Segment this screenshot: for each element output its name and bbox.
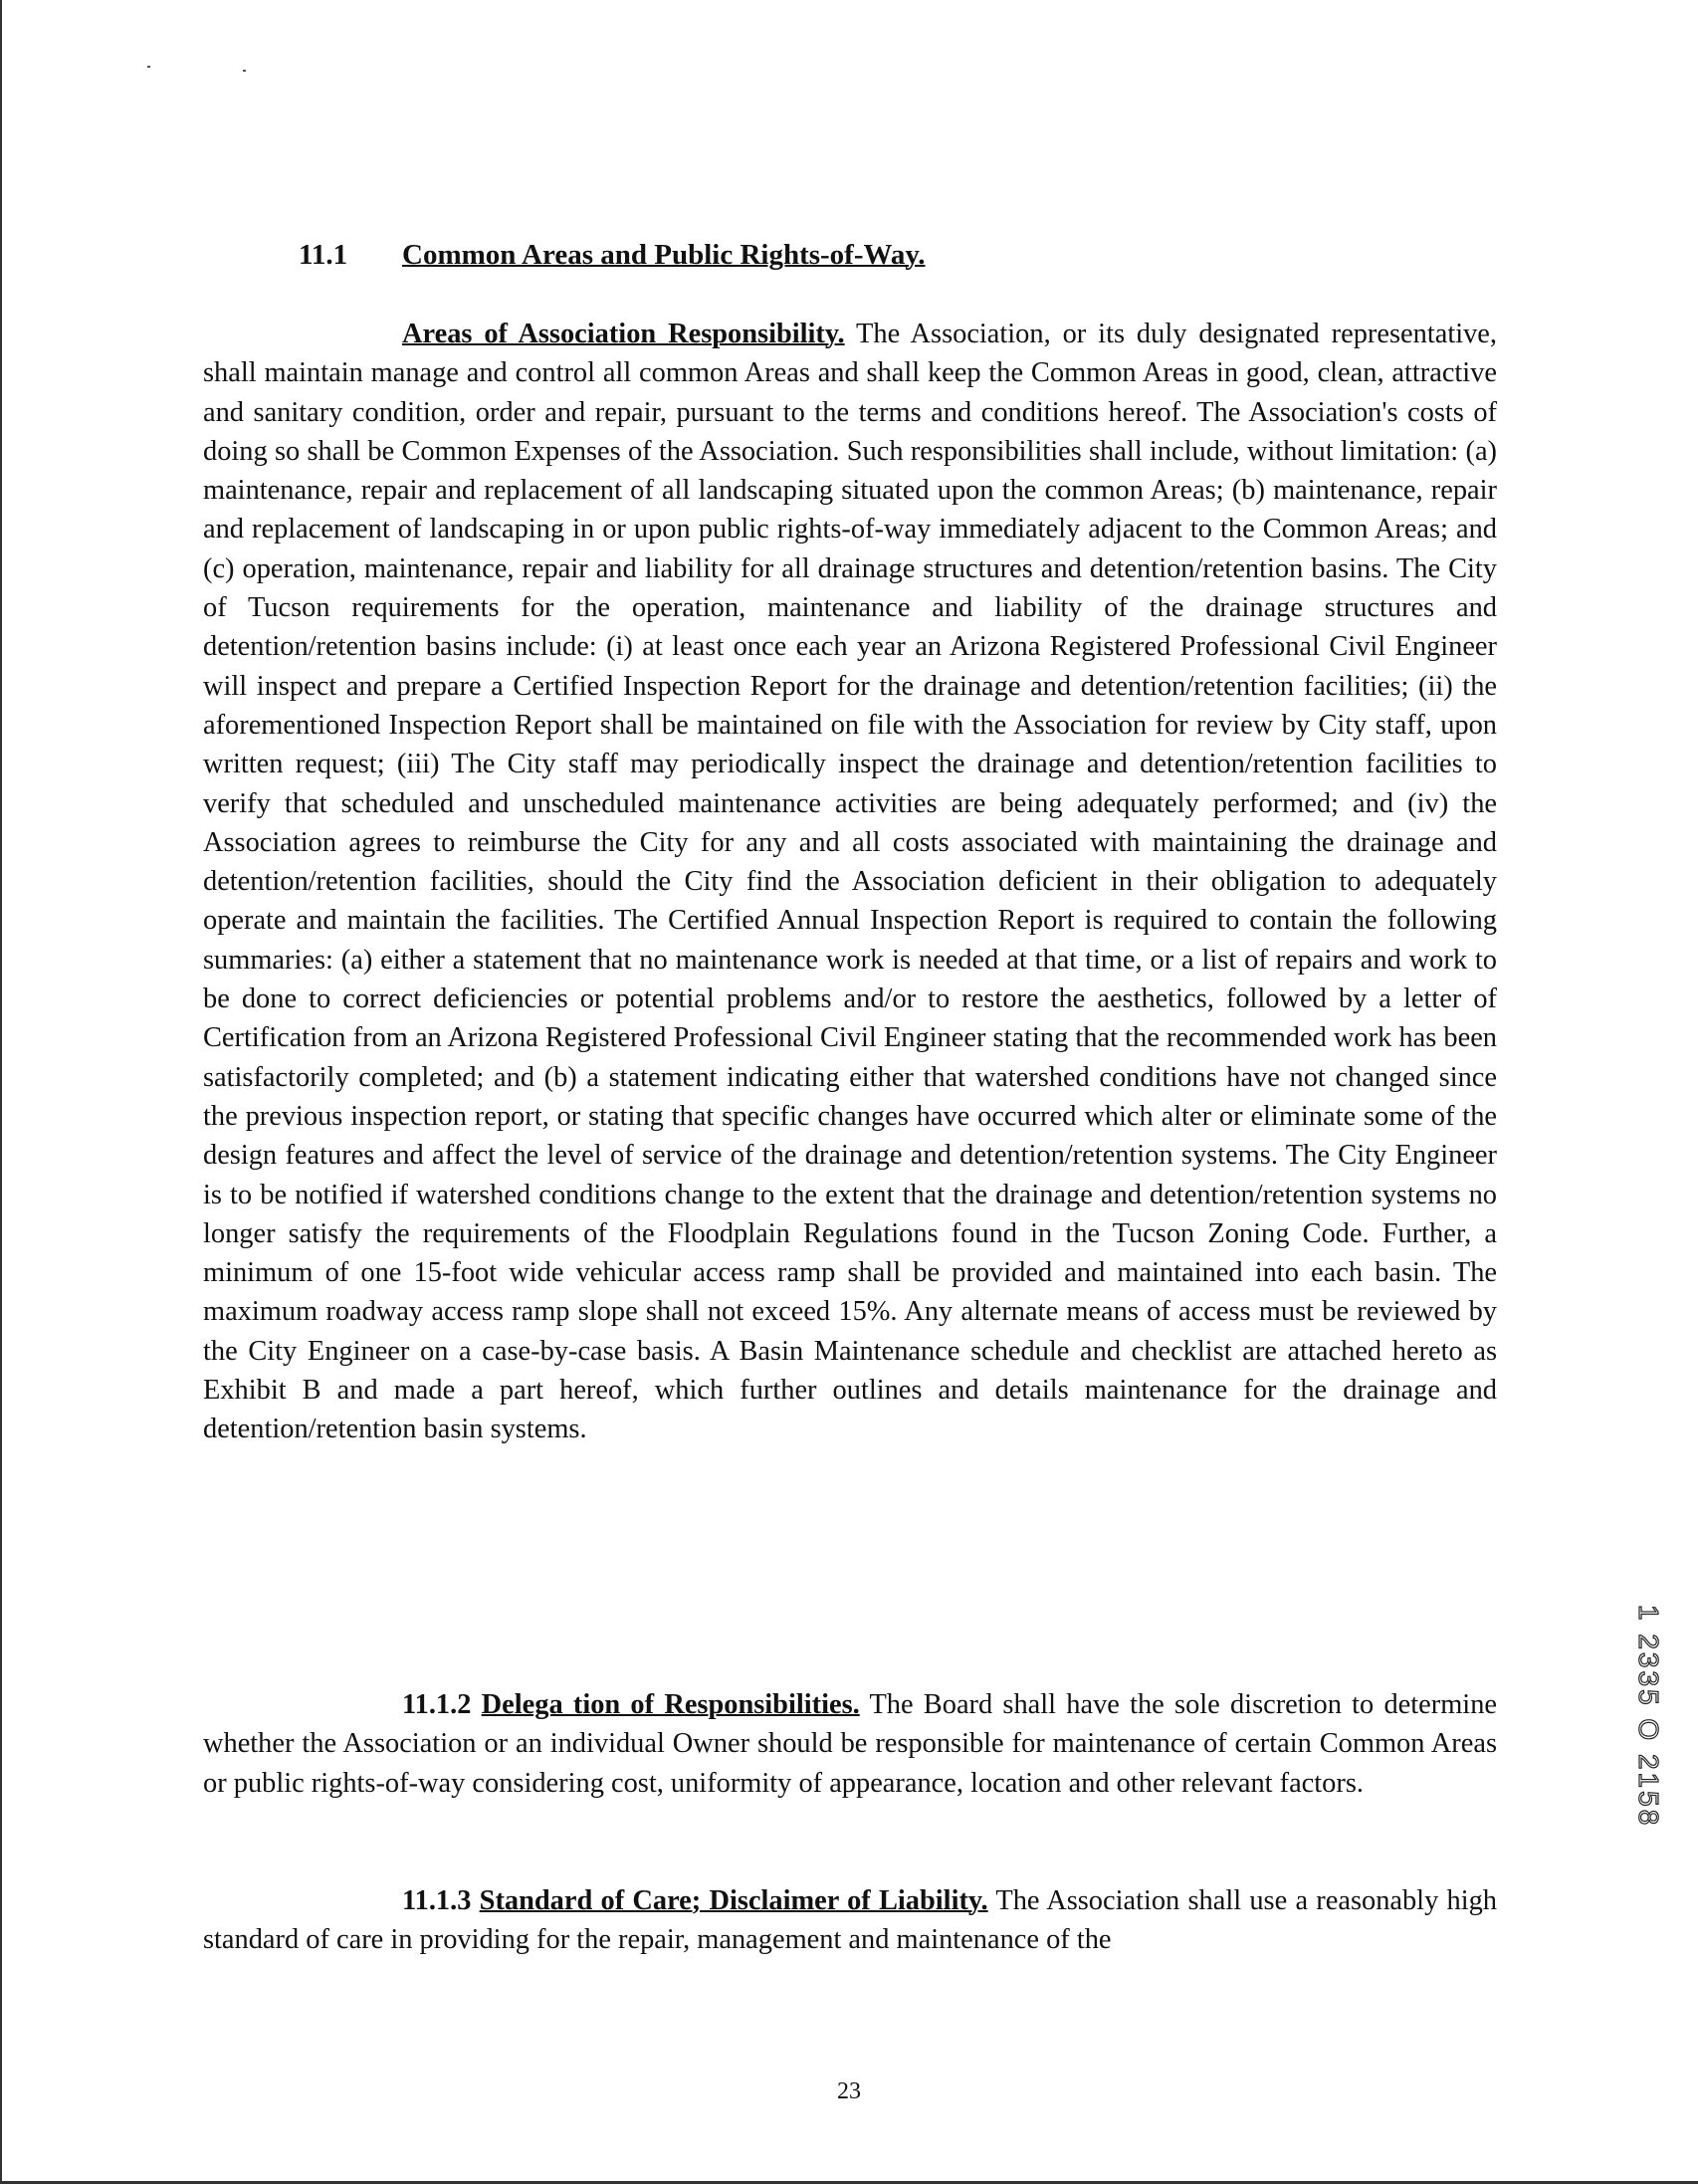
section-number: 11.1	[299, 239, 348, 271]
paragraph-number: 11.1.2	[402, 1689, 482, 1720]
page-number: 23	[837, 2078, 861, 2104]
scan-left-edge	[0, 0, 2, 2184]
recording-stamp: 1 2335 O 2158	[1633, 1605, 1664, 1829]
paragraph-lead: Areas of Association Responsibility.	[402, 319, 845, 349]
paragraph-text: The Association shall use a reasonably high standard of care in providing for the repair, management and maintenance of the	[203, 1885, 1497, 1956]
paragraph-standard-of-care	[203, 1881, 1497, 1960]
paragraph-number: 11.1.3	[402, 1885, 480, 1916]
paragraph-lead: Standard of Care; Disclaimer of Liability.	[479, 1885, 988, 1916]
section-title: Common Areas and Public Rights-of-Way.	[402, 239, 926, 271]
paragraph-lead: Delega tion of Responsibilities.	[481, 1689, 860, 1720]
paragraph-areas-of-responsibility	[203, 315, 1497, 1449]
scan-speck	[243, 70, 246, 72]
section-heading	[299, 235, 926, 275]
scan-speck	[147, 66, 150, 68]
paragraph-text: The Board shall have the sole discretion to determine whether the Association or an individual Owner should be responsible for maintenance of certain Common Areas or public rights-of-way considering cost, uniformity of appearance, location and other relevant factors.	[203, 1689, 1497, 1799]
paragraph-text: The Association, or its duly designated representative, shall maintain manage and control all common Areas and shall keep the Common Areas in good, clean, attractive and sanitary condition, order and repair, pursuant to the terms and conditions hereof. The Association's costs of doing so shall be Common Expenses of the Association. Such responsibilities shall include, without limitation: (a) maintenance, repair and replacement of all landscaping situated upon the common Areas; (b) maintenance, repair and replacement of landscaping in or upon public rights-of-way immediately adjacent to the Common Areas; and (c) operation, maintenance, repair and liability for all drainage structures and detention/retention basins. The City of Tucson requirements for the operation, maintenance and liability of the drainage structures and detention/retention basins include: (i) at least once each year an Arizona Registered Professional Civil Engineer will inspect and prepare a Certified Inspection Report for the drainage and detention/retention facilities; (ii) the aforementioned Inspection Report shall be maintained on file with the Association for review by City staff, upon written request; (iii) The City staff may periodically inspect the drainage and detention/retention facilities to verify that scheduled and unscheduled maintenance activities are being adequately performed; and (iv) the Association agrees to reimburse the City for any and all costs associated with maintaining the drainage and detention/retention facilities, should the City find the Association deficient in their obligation to adequately operate and maintain the facilities. The Certified Annual Inspection Report is required to contain the following summaries: (a) either a statement that no maintenance work is needed at that time, or a list of repairs and work to be done to correct deficiencies or potential problems and/or to restore the aesthetics, followed by a letter of Certification from an Arizona Registered Professional Civil Engineer stating that the recommended work has been satisfactorily completed; and (b) a statement indicating either that watershed conditions have not changed since the previous inspection report, or stating that specific changes have occurred which alter or eliminate some of the design features and affect the level of service of the drainage and detention/retention systems. The City Engineer is to be notified if watershed conditions change to the extent that the drainage and detention/retention systems no longer satisfy the requirements of the Floodplain Regulations found in the Tucson Zoning Code. Further, a minimum of one 15-foot wide vehicular access ramp shall be provided and maintained into each basin. The maximum roadway access ramp slope shall not exceed 15%. Any alternate means of access must be reviewed by the City Engineer on a case-by-case basis. A Basin Maintenance schedule and checklist are attached hereto as Exhibit B and made a part hereof, which further outlines and details maintenance for the drainage and detention/retention basin systems.	[203, 319, 1497, 1445]
paragraph-delegation	[203, 1685, 1497, 1803]
